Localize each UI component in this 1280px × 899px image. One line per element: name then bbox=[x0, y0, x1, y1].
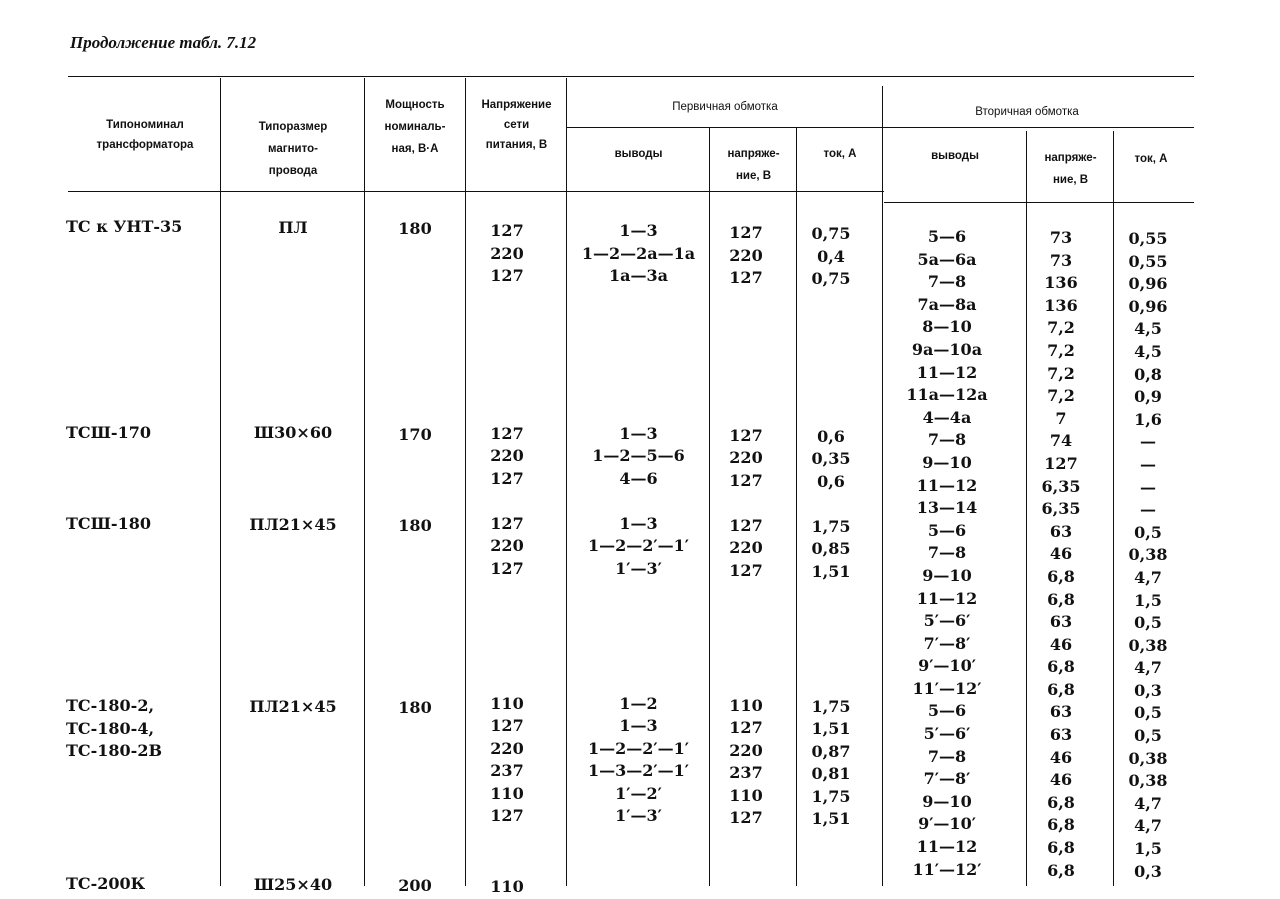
primary-voltage-cell: 127 bbox=[729, 718, 763, 737]
primary-terminals-cell bbox=[568, 490, 709, 513]
header-power-line-2: номиналь- bbox=[384, 121, 446, 133]
primary-terminals-cell: 1′—2′ bbox=[615, 783, 662, 803]
secondary-voltage-cell: 7 bbox=[1055, 408, 1067, 428]
mains-voltage-cell: 127 bbox=[490, 806, 524, 825]
primary-current-cell: 0,6 bbox=[817, 426, 845, 446]
primary-current-cell bbox=[798, 651, 864, 674]
secondary-current-cell: 0,38 bbox=[1128, 545, 1168, 565]
secondary-terminals-cell: 5′—6′ bbox=[923, 611, 971, 631]
primary-voltage-cell bbox=[711, 335, 781, 358]
secondary-voltage-cell: 63 bbox=[1049, 702, 1073, 722]
row-3-power: 180 bbox=[398, 516, 432, 535]
primary-voltage-cell: 127 bbox=[729, 470, 763, 490]
header-mains-line-1: Напряжение bbox=[481, 99, 552, 111]
primary-current-cell: 1,75 bbox=[811, 516, 851, 536]
header-s-voltage-line-1: напряже- bbox=[1044, 152, 1097, 164]
row-5-mains: 110 bbox=[490, 877, 524, 896]
header-bottom-rule-right bbox=[884, 202, 1194, 203]
col-rule-2 bbox=[364, 78, 365, 886]
primary-current-cell bbox=[798, 583, 864, 606]
secondary-current-cell: 1,5 bbox=[1134, 590, 1162, 610]
secondary-terminals-cell: 11а—12а bbox=[906, 385, 988, 405]
primary-terminals-cell bbox=[568, 333, 709, 356]
primary-voltage-cell bbox=[711, 380, 781, 403]
secondary-terminals-cell: 9—10 bbox=[922, 565, 972, 585]
primary-current-cell bbox=[798, 313, 864, 336]
header-p-voltage bbox=[711, 143, 796, 187]
header-p-current: ток, А bbox=[823, 148, 857, 160]
secondary-voltage-cell: 63 bbox=[1049, 612, 1073, 632]
mains-voltage-cell bbox=[467, 288, 547, 311]
primary-voltage-cell: 110 bbox=[729, 785, 763, 805]
primary-current-cell: 0,4 bbox=[817, 246, 845, 266]
secondary-terminals-cell: 13—14 bbox=[916, 498, 978, 518]
primary-voltage-cell bbox=[711, 492, 781, 515]
header-power-line-1: Мощность bbox=[385, 99, 445, 111]
row-2-power: 170 bbox=[398, 425, 432, 444]
secondary-terminals-cell: 5—6 bbox=[927, 227, 967, 246]
mains-voltage-cell: 127 bbox=[490, 716, 524, 735]
secondary-terminals-cell: 8—10 bbox=[922, 317, 972, 337]
primary-voltage-cell bbox=[711, 605, 781, 628]
secondary-terminals-cell: 11—12 bbox=[916, 588, 978, 608]
secondary-current-cell: — bbox=[1140, 454, 1156, 474]
primary-voltage-cell: 127 bbox=[729, 808, 763, 827]
primary-voltage-cell: 220 bbox=[729, 448, 763, 467]
primary-terminals-cell bbox=[568, 400, 709, 423]
secondary-current-cell: 4,7 bbox=[1134, 793, 1162, 813]
row-4-power: 180 bbox=[398, 698, 432, 717]
mains-voltage-cell: 127 bbox=[490, 266, 524, 285]
primary-terminals-cell bbox=[568, 355, 709, 378]
secondary-terminals-cell: 9′—10′ bbox=[918, 814, 976, 834]
primary-current-cell bbox=[798, 358, 864, 381]
secondary-current-cell: 0,8 bbox=[1134, 364, 1162, 384]
mains-voltage-cell: 127 bbox=[490, 221, 524, 240]
col-rule-4 bbox=[566, 78, 567, 886]
mains-voltage-column bbox=[467, 220, 547, 828]
mains-voltage-cell: 220 bbox=[490, 536, 524, 555]
row-1-power: 180 bbox=[398, 219, 432, 238]
header-secondary: Вторичная обмотка bbox=[975, 106, 1079, 118]
secondary-voltage-cell: 6,8 bbox=[1047, 679, 1075, 699]
secondary-current-cell: 0,5 bbox=[1134, 522, 1162, 542]
header-split-rule bbox=[566, 127, 1194, 128]
header-core-line-1: Типоразмер bbox=[258, 121, 328, 133]
secondary-current-cell: 1,6 bbox=[1134, 409, 1162, 429]
secondary-voltage-cell: 6,8 bbox=[1047, 657, 1075, 677]
header-p-voltage-line-2: ние, В bbox=[735, 170, 772, 182]
col-rule-8 bbox=[1026, 131, 1027, 886]
primary-current-cell bbox=[798, 628, 864, 651]
primary-terminals-cell bbox=[568, 648, 709, 671]
secondary-voltage-cell: 6,35 bbox=[1041, 476, 1081, 496]
primary-voltage-cell: 127 bbox=[729, 268, 763, 287]
mains-voltage-cell bbox=[467, 670, 547, 693]
primary-current-cell bbox=[798, 291, 864, 314]
secondary-current-cell: 4,7 bbox=[1134, 816, 1162, 836]
secondary-voltage-cell: 7,2 bbox=[1047, 340, 1075, 360]
primary-current-cell bbox=[798, 336, 864, 359]
secondary-terminals-cell: 5а—6а bbox=[917, 249, 977, 269]
primary-voltage-cell bbox=[711, 650, 781, 673]
primary-terminals-cell bbox=[568, 310, 709, 333]
primary-current-cell bbox=[798, 673, 864, 696]
secondary-terminals-cell: 9а—10а bbox=[911, 339, 983, 359]
primary-current-cell: 1,51 bbox=[811, 561, 851, 581]
secondary-terminals-cell: 11—12 bbox=[916, 362, 978, 382]
mains-voltage-cell bbox=[467, 378, 547, 401]
secondary-terminals-cell: 9′—10′ bbox=[918, 656, 976, 676]
header-mains-line-3: питания, В bbox=[485, 139, 548, 151]
mains-voltage-cell: 220 bbox=[490, 243, 524, 263]
secondary-terminals-cell: 7—8 bbox=[927, 430, 967, 450]
secondary-voltage-cell: 73 bbox=[1049, 250, 1073, 270]
primary-terminals-cell: 1а—3а bbox=[609, 266, 668, 285]
secondary-terminals-cell: 9—10 bbox=[922, 452, 972, 472]
secondary-current-cell: 4,5 bbox=[1134, 341, 1162, 361]
secondary-voltage-cell: 46 bbox=[1049, 634, 1073, 654]
secondary-current-cell: 0,55 bbox=[1128, 229, 1168, 248]
col-rule-7 bbox=[882, 86, 883, 886]
primary-voltage-cell bbox=[711, 312, 781, 335]
header-type bbox=[70, 114, 220, 156]
secondary-voltage-cell: 46 bbox=[1049, 770, 1073, 790]
secondary-voltage-cell: 7,2 bbox=[1047, 386, 1075, 406]
primary-terminals-cell bbox=[568, 670, 709, 693]
primary-current-cell: 0,87 bbox=[811, 741, 851, 761]
col-rule-1 bbox=[220, 78, 221, 886]
secondary-current-cell: — bbox=[1140, 477, 1156, 497]
col-rule-9 bbox=[1113, 131, 1114, 886]
primary-terminals-cell: 1—2—2′—1′ bbox=[588, 536, 689, 555]
header-core bbox=[222, 116, 364, 182]
secondary-voltage-cell: 6,8 bbox=[1047, 838, 1075, 858]
header-s-voltage bbox=[1028, 147, 1113, 191]
mains-voltage-cell: 237 bbox=[490, 761, 524, 780]
primary-terminals-cell bbox=[568, 288, 709, 311]
primary-terminals-cell: 1—3—2′—1′ bbox=[588, 761, 689, 780]
mains-voltage-cell: 127 bbox=[490, 423, 524, 443]
header-top-rule bbox=[68, 76, 1194, 77]
mains-voltage-cell: 127 bbox=[490, 513, 524, 533]
primary-voltage-cell bbox=[711, 290, 781, 313]
secondary-current-cell: 4,5 bbox=[1134, 319, 1162, 339]
header-mains-line-2: сети bbox=[503, 119, 530, 131]
secondary-current-cell: 0,38 bbox=[1128, 748, 1168, 768]
row-4-core: ПЛ21×45 bbox=[249, 697, 337, 716]
primary-voltage-cell: 127 bbox=[729, 560, 763, 580]
secondary-voltage-cell: 6,8 bbox=[1047, 589, 1075, 609]
secondary-voltage-cell: 7,2 bbox=[1047, 318, 1075, 338]
header-s-voltage-line-2: ние, В bbox=[1052, 174, 1089, 186]
primary-current-cell bbox=[798, 381, 864, 404]
secondary-voltage-cell: 7,2 bbox=[1047, 363, 1075, 383]
row-2-core: Ш30×60 bbox=[253, 423, 333, 442]
secondary-terminals-cell: 11′—12′ bbox=[912, 859, 982, 879]
primary-voltage-cell: 237 bbox=[729, 763, 763, 782]
primary-voltage-cell: 127 bbox=[729, 425, 763, 445]
secondary-terminals-cell: 7—8 bbox=[927, 746, 967, 766]
row-2-type: ТСШ-170 bbox=[66, 423, 151, 442]
primary-current-cell: 0,35 bbox=[811, 449, 851, 468]
row-4-type-line-1: ТС-180-2, bbox=[66, 696, 155, 715]
secondary-current-column bbox=[1115, 228, 1181, 883]
mains-voltage-cell: 110 bbox=[490, 693, 524, 713]
secondary-voltage-cell: 6,8 bbox=[1047, 860, 1075, 880]
primary-voltage-cell bbox=[711, 357, 781, 380]
secondary-terminals-cell: 7′—8′ bbox=[923, 769, 971, 789]
primary-terminals-cell: 1—2—2а—1а bbox=[581, 243, 696, 263]
secondary-terminals-column bbox=[884, 226, 1010, 881]
secondary-voltage-cell: 46 bbox=[1049, 747, 1073, 767]
secondary-voltage-cell: 74 bbox=[1049, 431, 1073, 451]
header-power-line-3: ная, В·А bbox=[391, 143, 439, 155]
primary-current-cell: 1,75 bbox=[811, 786, 851, 806]
header-mains bbox=[467, 95, 566, 155]
secondary-current-cell: 0,5 bbox=[1134, 726, 1162, 746]
mains-voltage-cell bbox=[467, 310, 547, 333]
mains-voltage-cell bbox=[467, 625, 547, 648]
primary-current-column bbox=[798, 223, 864, 831]
header-core-line-2: магнито- bbox=[268, 143, 318, 155]
secondary-terminals-cell: 5—6 bbox=[927, 701, 967, 721]
table-caption: Продолжение табл. 7.12 bbox=[70, 33, 257, 52]
primary-voltage-cell bbox=[711, 672, 781, 695]
secondary-voltage-cell: 6,8 bbox=[1047, 815, 1075, 835]
secondary-voltage-cell: 136 bbox=[1044, 273, 1078, 293]
header-power bbox=[366, 94, 464, 160]
secondary-current-cell: 0,96 bbox=[1128, 296, 1168, 316]
primary-voltage-column bbox=[711, 222, 781, 830]
primary-terminals-cell bbox=[568, 625, 709, 648]
primary-terminals-column bbox=[568, 220, 709, 828]
mains-voltage-cell bbox=[467, 490, 547, 513]
secondary-current-cell: 0,9 bbox=[1134, 387, 1162, 407]
primary-voltage-cell bbox=[711, 627, 781, 650]
primary-terminals-cell: 1—3 bbox=[619, 221, 658, 240]
secondary-voltage-column bbox=[1028, 227, 1094, 882]
secondary-current-cell: 4,7 bbox=[1134, 567, 1162, 587]
secondary-current-cell: 1,5 bbox=[1134, 839, 1162, 859]
header-bottom-rule bbox=[68, 191, 884, 192]
row-3-type: ТСШ-180 bbox=[66, 514, 151, 533]
secondary-voltage-cell: 136 bbox=[1044, 295, 1078, 315]
secondary-current-cell: 0,38 bbox=[1128, 635, 1168, 655]
primary-current-cell: 0,75 bbox=[811, 224, 851, 243]
primary-current-cell: 0,6 bbox=[817, 471, 845, 491]
secondary-current-cell: 0,5 bbox=[1134, 703, 1162, 723]
secondary-terminals-cell: 5′—6′ bbox=[923, 724, 971, 744]
primary-terminals-cell bbox=[568, 603, 709, 626]
row-3-core: ПЛ21×45 bbox=[249, 515, 337, 534]
header-type-line-1: Типономинал bbox=[106, 119, 184, 131]
mains-voltage-cell: 220 bbox=[490, 738, 524, 758]
primary-terminals-cell: 4—6 bbox=[619, 468, 658, 488]
primary-current-cell: 1,51 bbox=[811, 809, 851, 828]
row-4-type-line-2: ТС-180-4, bbox=[66, 718, 155, 738]
secondary-current-cell: 0,3 bbox=[1134, 680, 1162, 700]
primary-terminals-cell: 1—2—5—6 bbox=[592, 446, 685, 465]
row-1-core: ПЛ bbox=[278, 218, 308, 237]
primary-terminals-cell: 1—3 bbox=[619, 423, 658, 443]
row-4-type-line-3: ТС-180-2В bbox=[66, 741, 162, 760]
primary-current-cell bbox=[798, 403, 864, 426]
secondary-current-cell: 4,7 bbox=[1134, 658, 1162, 678]
secondary-terminals-cell: 11—12 bbox=[916, 475, 978, 495]
header-p-voltage-line-1: напряже- bbox=[727, 148, 780, 160]
secondary-terminals-cell: 9—10 bbox=[922, 791, 972, 811]
secondary-voltage-cell: 6,35 bbox=[1041, 499, 1081, 519]
row-4-type bbox=[66, 695, 162, 763]
primary-voltage-cell bbox=[711, 582, 781, 605]
row-5-type: ТС-200К bbox=[66, 874, 146, 893]
secondary-voltage-cell: 73 bbox=[1049, 228, 1073, 247]
primary-terminals-cell: 1—3 bbox=[619, 716, 658, 735]
primary-voltage-cell: 127 bbox=[729, 515, 763, 535]
mains-voltage-cell: 220 bbox=[490, 446, 524, 465]
primary-terminals-cell bbox=[568, 378, 709, 401]
mains-voltage-cell: 127 bbox=[490, 468, 524, 488]
primary-terminals-cell bbox=[568, 580, 709, 603]
header-s-current: ток, А bbox=[1134, 153, 1168, 165]
secondary-terminals-cell: 7—8 bbox=[927, 272, 967, 292]
secondary-current-cell: 0,38 bbox=[1128, 771, 1168, 791]
primary-voltage-cell: 127 bbox=[729, 223, 763, 242]
secondary-current-cell: 0,96 bbox=[1128, 274, 1168, 294]
primary-terminals-cell: 1′—3′ bbox=[615, 806, 662, 825]
secondary-current-cell: — bbox=[1140, 432, 1156, 452]
header-s-terminals: выводы bbox=[931, 150, 979, 162]
row-1-type: ТС к УНТ-35 bbox=[66, 217, 183, 236]
secondary-voltage-cell: 6,8 bbox=[1047, 792, 1075, 812]
col-rule-5 bbox=[709, 127, 710, 886]
primary-current-cell bbox=[798, 606, 864, 629]
primary-voltage-cell: 220 bbox=[729, 538, 763, 557]
header-p-terminals: выводы bbox=[614, 148, 663, 160]
secondary-current-cell: 0,55 bbox=[1128, 251, 1168, 271]
primary-current-cell: 0,75 bbox=[811, 269, 851, 288]
primary-terminals-cell: 1—3 bbox=[619, 513, 658, 533]
secondary-voltage-cell: 63 bbox=[1049, 725, 1073, 745]
secondary-terminals-cell: 4—4а bbox=[922, 407, 972, 427]
mains-voltage-cell bbox=[467, 355, 547, 378]
secondary-voltage-cell: 6,8 bbox=[1047, 566, 1075, 586]
secondary-voltage-cell: 127 bbox=[1044, 453, 1078, 473]
secondary-voltage-cell: 46 bbox=[1049, 544, 1073, 564]
mains-voltage-cell: 127 bbox=[490, 558, 524, 578]
secondary-terminals-cell: 11—12 bbox=[916, 837, 978, 857]
col-rule-6 bbox=[796, 127, 797, 886]
secondary-terminals-cell: 5—6 bbox=[927, 520, 967, 540]
mains-voltage-cell bbox=[467, 580, 547, 603]
header-primary: Первичная обмотка bbox=[672, 101, 778, 113]
primary-voltage-cell: 220 bbox=[729, 740, 763, 760]
secondary-voltage-cell: 63 bbox=[1049, 521, 1073, 541]
row-5-core: Ш25×40 bbox=[253, 875, 333, 894]
mains-voltage-cell bbox=[467, 400, 547, 423]
secondary-terminals-cell: 11′—12′ bbox=[912, 678, 982, 698]
primary-current-cell: 1,75 bbox=[811, 696, 851, 716]
secondary-terminals-cell: 7—8 bbox=[927, 543, 967, 563]
primary-voltage-cell: 110 bbox=[729, 695, 763, 715]
col-rule-3 bbox=[465, 78, 466, 886]
primary-terminals-cell: 1—2—2′—1′ bbox=[588, 738, 689, 758]
mains-voltage-cell bbox=[467, 333, 547, 356]
secondary-current-cell: — bbox=[1140, 500, 1156, 520]
secondary-terminals-cell: 7а—8а bbox=[917, 294, 977, 314]
primary-terminals-cell: 1—2 bbox=[619, 693, 658, 713]
secondary-current-cell: 0,5 bbox=[1134, 613, 1162, 633]
secondary-terminals-cell: 7′—8′ bbox=[923, 633, 971, 653]
primary-current-cell bbox=[798, 493, 864, 516]
mains-voltage-cell: 110 bbox=[490, 783, 524, 803]
row-5-power: 200 bbox=[398, 876, 432, 895]
primary-voltage-cell bbox=[711, 402, 781, 425]
header-core-line-3: провода bbox=[268, 165, 318, 177]
primary-terminals-cell: 1′—3′ bbox=[615, 558, 662, 578]
primary-current-cell: 0,81 bbox=[811, 764, 851, 783]
primary-voltage-cell: 220 bbox=[729, 245, 763, 265]
primary-current-cell: 1,51 bbox=[811, 719, 851, 738]
primary-current-cell: 0,85 bbox=[811, 539, 851, 558]
mains-voltage-cell bbox=[467, 603, 547, 626]
mains-voltage-cell bbox=[467, 648, 547, 671]
header-type-line-2: трансформатора bbox=[96, 139, 194, 151]
secondary-current-cell: 0,3 bbox=[1134, 861, 1162, 881]
